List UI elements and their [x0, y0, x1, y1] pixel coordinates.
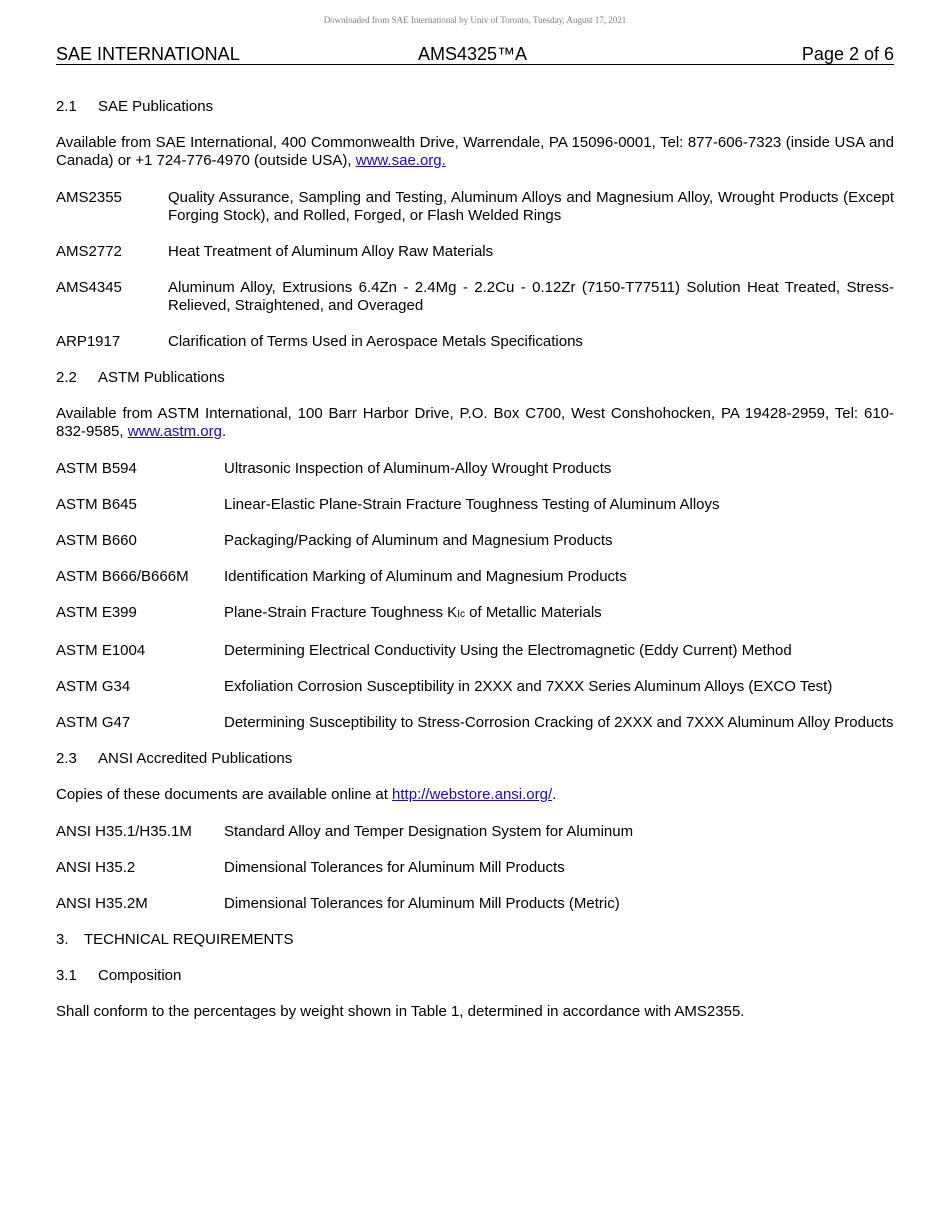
section-number: 3. — [56, 931, 69, 948]
reference-code: ASTM E1004 — [56, 642, 146, 659]
section-title: Composition — [98, 967, 182, 984]
reference-item — [56, 279, 894, 315]
reference-code: ASTM E399 — [56, 604, 137, 621]
header-org: SAE INTERNATIONAL — [56, 44, 240, 64]
reference-code: ARP1917 — [56, 333, 121, 350]
ansi-link[interactable]: http://webstore.ansi.org/ — [392, 786, 553, 803]
reference-title: Dimensional Tolerances for Aluminum Mill Products (Metric) — [224, 895, 620, 912]
reference-item — [56, 243, 894, 261]
reference-title: Identification Marking of Aluminum and Magnesium Products — [224, 568, 627, 585]
reference-title: Exfoliation Corrosion Susceptibility in 2XXX and 7XXX Series Aluminum Alloys (EXCO Test) — [224, 678, 833, 695]
astm-availability: Available from ASTM International, 100 Barr Harbor Drive, P.O. Box C700, West Conshohocken, PA 19428-2959, Tel: 610-832-9585, www.astm.org. — [56, 405, 894, 440]
sae-link[interactable]: www.sae.org. — [355, 152, 446, 169]
section-heading-astm — [56, 369, 894, 387]
reference-code: ANSI H35.2M — [56, 895, 148, 912]
sae-availability: Available from SAE International, 400 Commonwealth Drive, Warrendale, PA 15096-0001, Tel: 877-606-7323 (inside USA and Canada) or +1 724-776-4970 (outside USA), www.sae.org. — [56, 134, 894, 169]
composition-text: Shall conform to the percentages by weight shown in Table 1, determined in accordance with AMS2355. — [56, 1003, 745, 1020]
reference-item — [56, 678, 894, 696]
reference-title: Standard Alloy and Temper Designation System for Aluminum — [224, 823, 634, 840]
ansi-availability: Copies of these documents are available online at http://webstore.ansi.org/. — [56, 786, 557, 803]
section-number: 2.1 — [56, 98, 77, 115]
reference-code: AMS2355 — [56, 189, 122, 206]
section-heading-ansi — [56, 750, 894, 768]
section-heading-sae — [56, 98, 894, 116]
reference-title: Determining Susceptibility to Stress-Corrosion Cracking of 2XXX and 7XXX Aluminum Alloy Products — [224, 714, 894, 731]
reference-title: Quality Assurance, Sampling and Testing, Aluminum Alloys and Magnesium Alloy, Wrought Products (Except Forging Stock), and Rolled, Forged, or Flash Welded Rings — [168, 189, 894, 224]
reference-title: Aluminum Alloy, Extrusions 6.4Zn - 2.4Mg - 2.2Cu - 0.12Zr (7150-T77511) Solution Heat Treated, Stress-Relieved, Straightened, and Overaged — [168, 279, 894, 314]
reference-item — [56, 333, 894, 351]
reference-code: ASTM B660 — [56, 532, 137, 549]
reference-code: AMS4345 — [56, 279, 122, 296]
section-title: TECHNICAL REQUIREMENTS — [84, 931, 294, 948]
reference-title: Determining Electrical Conductivity Using the Electromagnetic (Eddy Current) Method — [224, 642, 792, 659]
subscript: Ic — [457, 609, 465, 620]
page-header — [56, 43, 894, 65]
section-heading-composition — [56, 967, 894, 985]
reference-code: ASTM G34 — [56, 678, 131, 695]
document-body — [56, 98, 894, 1040]
reference-item — [56, 568, 894, 586]
reference-code: ASTM B666/B666M — [56, 568, 189, 585]
reference-item — [56, 895, 894, 913]
reference-title: Heat Treatment of Aluminum Alloy Raw Materials — [168, 243, 494, 260]
reference-title: Packaging/Packing of Aluminum and Magnesium Products — [224, 532, 613, 549]
section-number: 2.3 — [56, 750, 77, 767]
reference-item — [56, 532, 894, 550]
reference-code: ANSI H35.2 — [56, 859, 136, 876]
reference-code: ASTM B645 — [56, 496, 137, 513]
section-title: ASTM Publications — [98, 369, 225, 386]
reference-item — [56, 823, 894, 841]
reference-code: ASTM B594 — [56, 460, 137, 477]
astm-link[interactable]: www.astm.org — [127, 423, 222, 440]
section-heading-technical — [56, 931, 894, 949]
download-note: Downloaded from SAE International by Univ of Toronto, Tuesday, August 17, 2021 — [323, 15, 627, 25]
section-title: ANSI Accredited Publications — [98, 750, 293, 767]
section-title: SAE Publications — [98, 98, 214, 115]
reference-code: ASTM G47 — [56, 714, 131, 731]
reference-title: Clarification of Terms Used in Aerospace Metals Specifications — [168, 333, 583, 350]
reference-item — [56, 859, 894, 877]
reference-item — [56, 496, 894, 514]
reference-item — [56, 642, 894, 660]
reference-code: ANSI H35.1/H35.1M — [56, 823, 192, 840]
reference-title: Dimensional Tolerances for Aluminum Mill Products — [224, 859, 565, 876]
section-number: 2.2 — [56, 369, 77, 386]
reference-item — [56, 460, 894, 478]
reference-item — [56, 714, 894, 732]
header-page-number: Page 2 of 6 — [801, 44, 894, 64]
reference-title: Ultrasonic Inspection of Aluminum-Alloy Wrought Products — [224, 460, 612, 477]
header-doc-number: AMS4325™A — [418, 44, 528, 64]
reference-title: Linear-Elastic Plane-Strain Fracture Toughness Testing of Aluminum Alloys — [224, 496, 720, 513]
reference-code: AMS2772 — [56, 243, 122, 260]
section-number: 3.1 — [56, 967, 77, 984]
reference-item — [56, 604, 894, 624]
reference-item — [56, 189, 894, 225]
reference-title: Plane-Strain Fracture Toughness KIc of Metallic Materials — [224, 604, 602, 621]
